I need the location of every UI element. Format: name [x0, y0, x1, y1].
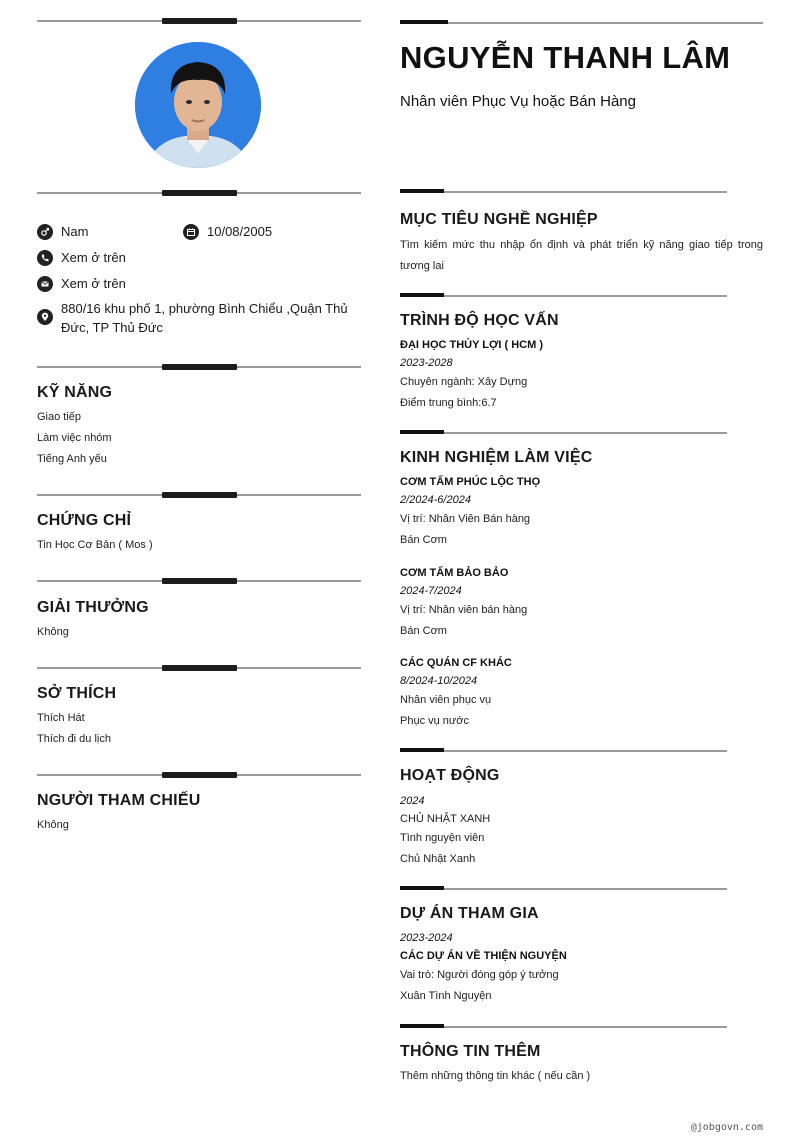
list-item: Tiếng Anh yếu	[37, 453, 107, 465]
list-item: Thích đi du lịch	[37, 733, 111, 745]
experience-job	[400, 564, 763, 642]
divider	[37, 661, 361, 675]
divider	[400, 20, 763, 26]
activity-role: Tình nguyện viên	[400, 832, 485, 844]
references-title: NGƯỜI THAM CHIẾU	[37, 792, 201, 809]
dob-value: 10/08/2005	[207, 224, 273, 239]
awards-list	[37, 622, 69, 643]
objective-title: MỤC TIÊU NGHỀ NGHIỆP	[400, 211, 598, 228]
education-title: TRÌNH ĐỘ HỌC VẤN	[400, 312, 559, 329]
activities-title: HOẠT ĐỘNG	[400, 767, 500, 784]
mail-icon	[37, 276, 53, 292]
job-role: Vị trí: Nhân Viên Bán hàng	[400, 513, 531, 525]
company-name: CÁC QUÁN CF KHÁC	[400, 657, 512, 669]
project-role: Vai trò: Người đóng góp ý tưởng	[400, 969, 559, 981]
gender-icon	[37, 224, 53, 240]
job-role: Vị trí: Nhân viên bán hàng	[400, 604, 528, 616]
experience-job	[400, 654, 763, 732]
job-period: 2024-7/2024	[400, 585, 462, 597]
certificates-title: CHỨNG CHỈ	[37, 512, 132, 529]
email-row	[37, 274, 126, 293]
project-period: 2023-2024	[400, 932, 453, 944]
profile-photo	[135, 42, 261, 168]
education-gpa: Điểm trung bình:6.7	[400, 397, 497, 409]
extra-info-title: THÔNG TIN THÊM	[400, 1043, 541, 1060]
location-pin-icon	[37, 309, 53, 325]
desired-position: Nhân viên Phục Vụ hoặc Bán Hàng	[400, 93, 636, 110]
projects-title: DỰ ÁN THAM GIA	[400, 905, 539, 922]
job-role: Nhân viên phục vụ	[400, 694, 492, 706]
phone-value: Xem ở trên	[61, 250, 126, 265]
calendar-icon	[183, 224, 199, 240]
divider	[400, 293, 727, 299]
divider	[400, 886, 727, 892]
email-value: Xem ở trên	[61, 276, 126, 291]
job-period: 2/2024-6/2024	[400, 494, 471, 506]
company-name: CƠM TẤM BẢO BẢO	[400, 567, 509, 579]
list-item: Giao tiếp	[37, 411, 82, 423]
education-major: Chuyên ngành: Xây Dựng	[400, 376, 528, 388]
divider	[400, 748, 727, 754]
activity-year: 2024	[400, 795, 425, 807]
watermark: @jobgovn.com	[690, 1122, 763, 1133]
education-block	[400, 336, 763, 414]
candidate-name: NGUYỄN THANH LÂM	[400, 40, 731, 75]
divider	[400, 189, 727, 195]
list-item: Tin Học Cơ Bản ( Mos )	[37, 539, 153, 551]
job-desc: Bán Cơm	[400, 625, 447, 637]
activities-block	[400, 792, 763, 870]
job-desc: Phục vụ nước	[400, 715, 469, 727]
activity-desc: Chủ Nhật Xanh	[400, 853, 476, 865]
divider	[37, 186, 361, 200]
address-row	[37, 299, 357, 337]
hobbies-title: SỞ THÍCH	[37, 685, 117, 702]
education-period: 2023-2028	[400, 357, 453, 369]
list-item: Thích Hát	[37, 712, 85, 724]
awards-title: GIẢI THƯỞNG	[37, 599, 149, 616]
extra-info-block	[400, 1066, 763, 1087]
skills-list	[37, 407, 112, 470]
phone-row	[37, 248, 126, 267]
certificates-list	[37, 535, 153, 556]
divider	[37, 574, 361, 588]
phone-icon	[37, 250, 53, 266]
divider	[37, 14, 361, 28]
divider	[37, 768, 361, 782]
project-name: CÁC DỰ ÁN VỀ THIỆN NGUYỆN	[400, 950, 567, 962]
list-item: Làm việc nhóm	[37, 432, 112, 444]
experience-job	[400, 473, 763, 551]
project-desc: Xuân Tình Nguyện	[400, 990, 492, 1002]
list-item: Không	[37, 626, 69, 638]
job-period: 8/2024-10/2024	[400, 675, 478, 687]
divider	[400, 1024, 727, 1030]
company-name: CƠM TẤM PHÚC LỘC THỌ	[400, 476, 541, 488]
gender-row	[37, 222, 88, 241]
extra-info-text: Thêm những thông tin khác ( nếu cần )	[400, 1070, 591, 1082]
list-item: Không	[37, 819, 69, 831]
address-line-1: 880/16 khu phố 1, phường Bình Chiểu ,Quận Thủ	[61, 301, 348, 316]
divider	[37, 488, 361, 502]
school-name: ĐẠI HỌC THỦY LỢI ( HCM )	[400, 339, 544, 351]
dob-row	[183, 222, 272, 241]
divider	[400, 430, 727, 436]
skills-title: KỸ NĂNG	[37, 384, 113, 401]
gender-value: Nam	[61, 224, 89, 239]
objective-text: Tìm kiếm mức thu nhập ổn định và phát triển kỹ năng giao tiếp trong tương lai	[400, 239, 763, 272]
experience-title: KINH NGHIỆM LÀM VIỆC	[400, 449, 593, 466]
address-line-2: Đức, TP Thủ Đức	[61, 320, 163, 335]
projects-block	[400, 929, 763, 1007]
activity-org: CHỦ NHẬT XANH	[400, 813, 491, 825]
divider	[37, 360, 361, 374]
references-list	[37, 815, 69, 836]
hobbies-list	[37, 708, 111, 750]
job-desc: Bán Cơm	[400, 534, 447, 546]
